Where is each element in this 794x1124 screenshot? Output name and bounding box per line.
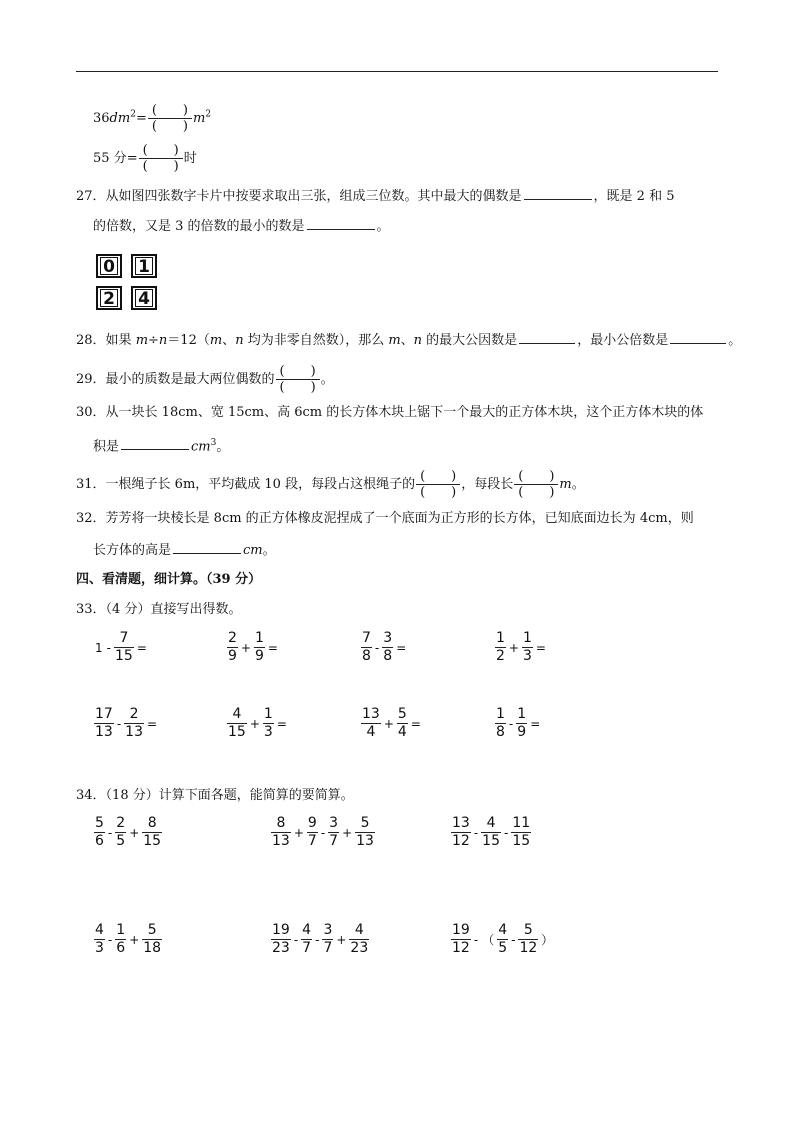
numerator: 3 bbox=[323, 922, 333, 938]
fraction bbox=[142, 922, 162, 957]
text: 。 bbox=[216, 439, 230, 455]
expression bbox=[93, 706, 159, 741]
expression bbox=[360, 706, 423, 741]
denominator: ( ) bbox=[142, 159, 179, 174]
fraction bbox=[254, 630, 265, 665]
operator: - bbox=[116, 716, 122, 731]
fraction bbox=[271, 922, 291, 957]
q27-line1 bbox=[76, 186, 675, 206]
fraction bbox=[328, 815, 339, 850]
text: 30．从一块长 18cm、宽 15cm、高 6cm 的长方体木块上锯下一个最大的正方体木块，这个正方体木块的体 bbox=[76, 405, 704, 420]
var: n bbox=[235, 333, 244, 348]
unit: dm bbox=[109, 111, 131, 126]
text: 27．从如图四张数字卡片中按要求取出三张，组成三位数。其中最大的偶数是 bbox=[76, 189, 522, 204]
numerator: 4 bbox=[349, 922, 369, 940]
digit-card bbox=[131, 286, 157, 310]
denominator: 9 bbox=[254, 648, 264, 664]
expression bbox=[93, 922, 163, 957]
numerator: 19 bbox=[452, 922, 470, 938]
denominator: 13 bbox=[125, 724, 143, 740]
denominator: 12 bbox=[452, 940, 470, 956]
fraction bbox=[361, 630, 372, 665]
denominator: 4 bbox=[397, 724, 407, 740]
equals: = bbox=[530, 716, 541, 731]
fraction bbox=[495, 706, 506, 741]
numerator: ( ) bbox=[148, 103, 192, 119]
text: 均为非零自然数），那么 bbox=[243, 333, 389, 348]
numerator: 1 bbox=[496, 630, 505, 646]
text: ，最小公倍数是 bbox=[577, 333, 669, 348]
numerator: 5 bbox=[142, 922, 162, 940]
denominator: 4 bbox=[366, 724, 376, 740]
denominator: 15 bbox=[143, 833, 162, 849]
unit: m bbox=[193, 111, 206, 126]
expression bbox=[93, 630, 149, 665]
fraction bbox=[518, 922, 538, 957]
denominator: 12 bbox=[452, 833, 470, 849]
numerator: 5 bbox=[95, 815, 104, 831]
value: 36 bbox=[93, 111, 110, 126]
operator: - bbox=[320, 825, 326, 840]
numerator: 4 bbox=[95, 922, 104, 938]
denominator: 3 bbox=[263, 724, 273, 740]
parenthesis: （ bbox=[482, 933, 495, 947]
fraction bbox=[522, 630, 533, 665]
numerator: 5 bbox=[397, 706, 407, 722]
denominator: 7 bbox=[307, 833, 317, 849]
section-title: 四、看清题，细计算。（39 分） bbox=[76, 572, 262, 587]
q32-line1 bbox=[76, 510, 694, 528]
fraction bbox=[511, 815, 531, 850]
operator: - bbox=[315, 932, 320, 947]
digit: 2 bbox=[100, 289, 118, 307]
text: 的最大公因数是 bbox=[422, 333, 518, 348]
text: 。 bbox=[320, 372, 334, 387]
fraction bbox=[481, 815, 501, 850]
q30-line1 bbox=[76, 404, 703, 422]
numerator: ( ) bbox=[416, 469, 460, 485]
conversion-dm2 bbox=[93, 103, 211, 134]
q27-line2 bbox=[93, 216, 390, 236]
numerator: 1 bbox=[522, 630, 532, 646]
blank-fraction[interactable] bbox=[276, 364, 320, 395]
fraction bbox=[355, 815, 375, 850]
q30-line2 bbox=[93, 434, 229, 456]
q28 bbox=[76, 330, 741, 350]
numerator: 7 bbox=[114, 630, 134, 648]
denominator: ( ) bbox=[151, 119, 188, 134]
equals: = bbox=[136, 640, 147, 655]
value: 55 分 bbox=[93, 151, 127, 166]
numerator: 8 bbox=[271, 815, 291, 833]
expression bbox=[226, 630, 280, 665]
text: 32．芳芳将一块棱长是 8cm 的正方体橡皮泥捏成了一个底面为正方形的长方体，已知底面边长为 4cm，则 bbox=[76, 511, 694, 526]
digit-card bbox=[96, 254, 122, 278]
fraction bbox=[301, 922, 312, 957]
denominator: 7 bbox=[329, 833, 339, 849]
q32-line2 bbox=[93, 540, 276, 560]
q33-title: 33．（4 分）直接写出得数。 bbox=[76, 602, 242, 617]
operator: + bbox=[508, 640, 519, 655]
fraction bbox=[227, 706, 247, 741]
operator: - bbox=[107, 932, 113, 947]
operator: - bbox=[508, 716, 514, 731]
q31 bbox=[76, 469, 585, 500]
fraction bbox=[94, 706, 114, 741]
denominator: 13 bbox=[272, 833, 290, 849]
expression bbox=[450, 922, 555, 957]
unit: 时 bbox=[183, 151, 197, 166]
fraction bbox=[497, 922, 508, 957]
denominator: 23 bbox=[350, 940, 369, 956]
operator: + bbox=[293, 825, 304, 840]
denominator: 5 bbox=[116, 833, 126, 849]
answer-blank[interactable] bbox=[670, 330, 726, 344]
operator: - bbox=[504, 825, 509, 840]
denominator: 2 bbox=[496, 648, 505, 664]
denominator: ( ) bbox=[279, 380, 316, 395]
expression bbox=[270, 815, 376, 850]
sup: 2 bbox=[205, 109, 212, 120]
equals: = bbox=[147, 716, 158, 731]
text: 积是 bbox=[93, 439, 120, 455]
denominator: 5 bbox=[498, 940, 508, 956]
q34-title: 34．（18 分）计算下面各题，能简算的要简算。 bbox=[76, 788, 354, 803]
numerator: 1 bbox=[263, 706, 273, 722]
operator: + bbox=[249, 716, 260, 731]
denominator: 8 bbox=[362, 648, 371, 664]
answer-blank[interactable] bbox=[121, 436, 189, 450]
denominator: 12 bbox=[519, 940, 538, 956]
numerator: 3 bbox=[329, 815, 339, 831]
equals: = bbox=[535, 640, 546, 655]
denominator: ( ) bbox=[518, 485, 555, 500]
equals: = bbox=[135, 111, 147, 126]
digit: 4 bbox=[135, 289, 153, 307]
denominator: 13 bbox=[356, 833, 374, 849]
numerator: 1 bbox=[116, 922, 126, 938]
header-rule bbox=[76, 71, 718, 72]
fraction bbox=[361, 706, 381, 741]
text: ＝12（ bbox=[167, 333, 210, 348]
text: ÷ bbox=[148, 333, 159, 348]
numerator: 11 bbox=[512, 815, 531, 831]
denominator: ( ) bbox=[420, 485, 457, 500]
numerator: 5 bbox=[518, 922, 538, 940]
expression bbox=[226, 706, 289, 741]
operator: + bbox=[240, 640, 251, 655]
conversion-minutes bbox=[93, 143, 197, 174]
var: n bbox=[158, 333, 168, 348]
blank-fraction[interactable] bbox=[148, 103, 192, 134]
fraction bbox=[263, 706, 274, 741]
fraction bbox=[382, 630, 393, 665]
numerator: ( ) bbox=[139, 143, 183, 159]
denominator: 15 bbox=[512, 833, 531, 849]
numerator: 3 bbox=[383, 630, 393, 646]
text: 长方体的高是 bbox=[93, 543, 172, 558]
denominator: 6 bbox=[116, 940, 126, 956]
fraction bbox=[114, 630, 134, 665]
denominator: 15 bbox=[482, 833, 500, 849]
unit: cm bbox=[243, 543, 263, 558]
operator: - bbox=[374, 640, 380, 655]
fraction bbox=[451, 922, 471, 957]
numerator: 4 bbox=[498, 922, 508, 938]
operator: + bbox=[129, 825, 140, 840]
fraction bbox=[349, 922, 369, 957]
operator: - bbox=[107, 825, 113, 840]
whole-number: 1 bbox=[95, 640, 103, 655]
equals: = bbox=[126, 151, 138, 166]
fraction bbox=[495, 630, 506, 665]
text: 、 bbox=[400, 333, 414, 348]
denominator: 3 bbox=[95, 940, 104, 956]
numerator: 9 bbox=[307, 815, 317, 831]
denominator: 8 bbox=[383, 648, 393, 664]
denominator: 15 bbox=[114, 648, 133, 664]
numerator: 4 bbox=[227, 706, 247, 724]
expression bbox=[494, 706, 542, 741]
numerator: 5 bbox=[355, 815, 375, 833]
text: 。 bbox=[262, 543, 276, 558]
fraction bbox=[94, 922, 105, 957]
numerator: 4 bbox=[481, 815, 501, 833]
operator: - bbox=[293, 932, 299, 947]
digit-card bbox=[96, 286, 122, 310]
parenthesis: ） bbox=[541, 933, 554, 947]
text: ，每段长 bbox=[461, 477, 514, 492]
fraction bbox=[94, 815, 105, 850]
fraction bbox=[307, 815, 318, 850]
expression bbox=[360, 630, 408, 665]
fraction bbox=[516, 706, 527, 741]
numerator: 2 bbox=[228, 630, 237, 646]
text: 。 bbox=[728, 333, 742, 348]
digit: 0 bbox=[100, 257, 118, 275]
equals: = bbox=[276, 716, 287, 731]
fraction bbox=[397, 706, 408, 741]
numerator: 1 bbox=[517, 706, 527, 722]
text: 28．如果 bbox=[76, 333, 136, 348]
denominator: 6 bbox=[95, 833, 104, 849]
denominator: 23 bbox=[272, 940, 290, 956]
unit: m bbox=[559, 477, 572, 492]
operator: - bbox=[106, 640, 111, 655]
numerator: 13 bbox=[362, 706, 380, 722]
text: 31．一根绳子长 6m，平均截成 10 段，每段占这根绳子的 bbox=[76, 477, 416, 492]
denominator: 3 bbox=[522, 648, 532, 664]
denominator: 13 bbox=[95, 724, 113, 740]
sup: 3 bbox=[210, 438, 217, 448]
numerator: 13 bbox=[452, 815, 470, 831]
denominator: 9 bbox=[228, 648, 237, 664]
fraction bbox=[322, 922, 333, 957]
fraction bbox=[271, 815, 291, 850]
numerator: 19 bbox=[272, 922, 290, 938]
denominator: 7 bbox=[323, 940, 333, 956]
operator: + bbox=[129, 932, 140, 947]
numerator: ( ) bbox=[276, 364, 320, 380]
text: 、 bbox=[222, 333, 236, 348]
operator: + bbox=[383, 716, 394, 731]
equals: = bbox=[410, 716, 421, 731]
answer-blank[interactable] bbox=[173, 540, 241, 554]
expression bbox=[494, 630, 548, 665]
blank-fraction[interactable] bbox=[416, 469, 460, 500]
text: 29．最小的质数是最大两位偶数的 bbox=[76, 372, 275, 387]
operator: + bbox=[342, 825, 353, 840]
sup: 2 bbox=[130, 109, 136, 120]
answer-blank[interactable] bbox=[524, 186, 592, 200]
text: 。 bbox=[376, 219, 390, 234]
fraction bbox=[451, 815, 471, 850]
numerator: 2 bbox=[116, 815, 126, 831]
var: n bbox=[413, 333, 423, 348]
denominator: 9 bbox=[517, 724, 527, 740]
fraction bbox=[227, 630, 238, 665]
expression bbox=[270, 922, 370, 957]
answer-blank[interactable] bbox=[519, 330, 575, 344]
numerator: 8 bbox=[142, 815, 162, 833]
numerator: 2 bbox=[124, 706, 144, 724]
equals: = bbox=[267, 640, 278, 655]
answer-blank[interactable] bbox=[307, 216, 375, 230]
var: m bbox=[209, 333, 223, 348]
blank-fraction[interactable] bbox=[139, 143, 183, 174]
operator: - bbox=[473, 932, 479, 947]
fraction bbox=[115, 922, 126, 957]
operator: + bbox=[336, 932, 347, 947]
blank-fraction[interactable] bbox=[514, 469, 558, 500]
operator: - bbox=[473, 825, 479, 840]
fraction bbox=[124, 706, 144, 741]
q29 bbox=[76, 364, 334, 395]
fraction bbox=[142, 815, 162, 850]
denominator: 15 bbox=[228, 724, 246, 740]
var: m bbox=[135, 333, 149, 348]
digit: 1 bbox=[135, 257, 153, 275]
denominator: 7 bbox=[302, 940, 312, 956]
fraction bbox=[115, 815, 126, 850]
numerator: 4 bbox=[302, 922, 312, 938]
var: m bbox=[388, 333, 401, 348]
text: ，既是 2 和 5 bbox=[593, 189, 675, 204]
expression bbox=[93, 815, 163, 850]
numerator: ( ) bbox=[514, 469, 558, 485]
operator: - bbox=[511, 932, 516, 947]
expression bbox=[450, 815, 532, 850]
numerator: 1 bbox=[496, 706, 505, 722]
text: 的倍数，又是 3 的倍数的最小的数是 bbox=[93, 219, 305, 234]
digit-card bbox=[131, 254, 157, 278]
denominator: 18 bbox=[143, 940, 162, 956]
text: 。 bbox=[571, 477, 585, 492]
equals: = bbox=[396, 640, 407, 655]
denominator: 8 bbox=[496, 724, 505, 740]
numerator: 1 bbox=[254, 630, 264, 646]
unit: cm bbox=[191, 439, 211, 455]
numerator: 7 bbox=[362, 630, 371, 646]
numerator: 17 bbox=[95, 706, 113, 722]
